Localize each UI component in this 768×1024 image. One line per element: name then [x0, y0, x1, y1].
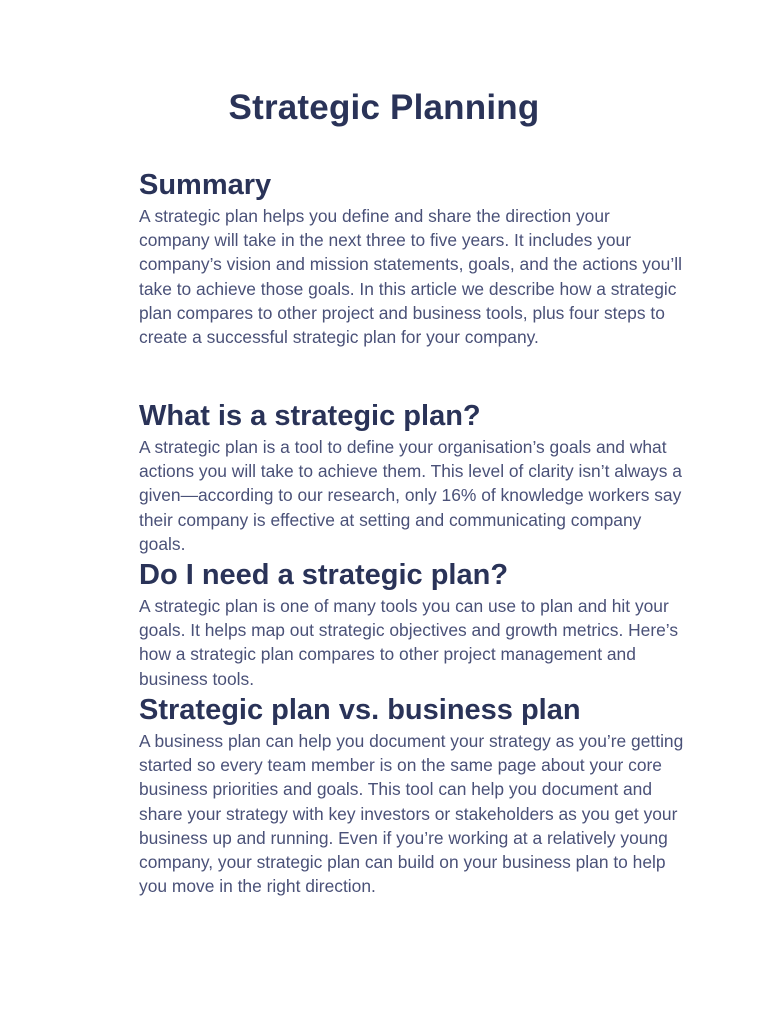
section-summary [139, 168, 684, 349]
section-heading-strategic-vs-business-plan: Strategic plan vs. business plan [139, 694, 581, 726]
section-heading-summary: Summary [139, 169, 272, 201]
section-body-summary: A strategic plan helps you define and share the direction your company will take in the next three to five years. It includes your company’s vision and mission statements, goals, and the actions you’ll take to achieve those goals. In this article we describe how a strategic plan compares to other project and business tools, plus four steps to create a successful strategic plan for your company. [139, 206, 682, 348]
section-body-do-i-need-strategic-plan: A strategic plan is one of many tools you can use to plan and hit your goals. It helps map out strategic objectives and growth metrics. Here’s how a strategic plan compares to other project management and business tools. [139, 596, 679, 689]
page-title: Strategic Planning [228, 88, 540, 127]
section-body-what-is-strategic-plan: A strategic plan is a tool to define your organisation’s goals and what actions you will take to achieve them. This level of clarity isn’t always a given—according to our research, only 16% of knowledge workers say their company is effective at setting and communicating company goals. [139, 437, 682, 554]
section-heading-do-i-need-strategic-plan: Do I need a strategic plan? [139, 559, 509, 591]
section-heading-what-is-strategic-plan: What is a strategic plan? [139, 400, 481, 432]
section-body-strategic-vs-business-plan: A business plan can help you document your strategy as you’re getting started so every team member is on the same page about your core business priorities and goals. This tool can help you document and share your strategy with key investors or stakeholders as you get your business up and running. Even if you’re working at a relatively young company, your strategic plan can build on your business plan to help you move in the right direction. [139, 731, 684, 897]
section-do-i-need-strategic-plan [139, 558, 684, 691]
section-strategic-vs-business-plan [139, 693, 684, 898]
section-what-is-strategic-plan [139, 399, 684, 556]
